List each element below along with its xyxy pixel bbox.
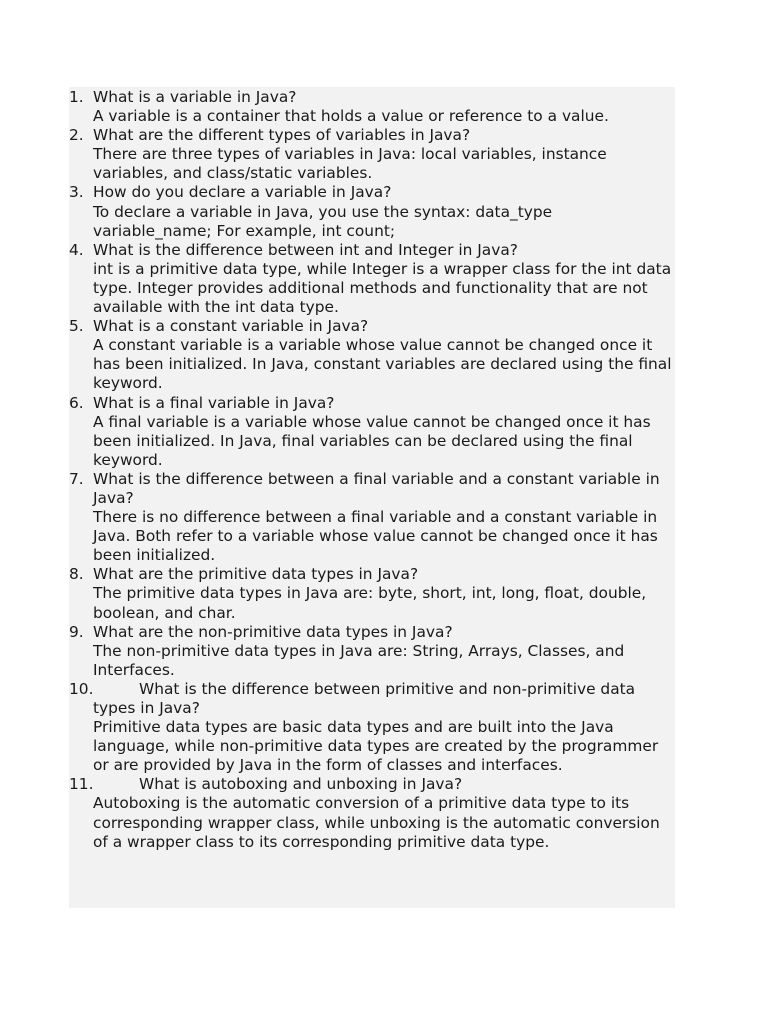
answer-text: There are three types of variables in Java: local variables, instance variables, and class/static variables. (93, 145, 607, 183)
answer-text: Primitive data types are basic data types and are built into the Java language, while non-primitive data types are created by the programmer or are provided by Java in the form of classes and interfaces. (93, 718, 659, 775)
question-text: What are the different types of variables in Java? (93, 126, 471, 145)
question-text: What are the primitive data types in Java? (93, 565, 419, 584)
item-number: 2. (69, 126, 84, 145)
list-item (69, 183, 675, 240)
answer-text: int is a primitive data type, while Integer is a wrapper class for the int data type. Integer provides additional methods and functionality that are not available with the int data type. (93, 259, 672, 317)
answer-text: To declare a variable in Java, you use the syntax: data_type variable_name; For example, int count; (93, 202, 553, 240)
question-text: What is the difference between a final variable and a constant variable in Java? (93, 469, 660, 507)
answer-text: Autoboxing is the automatic conversion of a primitive data type to its corresponding wrapper class, while unboxing is the automatic conversion of a wrapper class to its corresponding primitive data type. (93, 794, 660, 851)
list-item (69, 88, 675, 126)
question-text: What is a final variable in Java? (93, 393, 335, 412)
question-text: What are the non-primitive data types in Java? (93, 622, 453, 641)
item-number: 4. (69, 240, 84, 259)
question-text: What is a constant variable in Java? (93, 317, 369, 336)
list-item (69, 126, 675, 183)
answer-text: There is no difference between a final variable and a constant variable in Java. Both refer to a variable whose value cannot be changed once it has been initialized. (93, 508, 658, 565)
answer-text: A constant variable is a variable whose value cannot be changed once it has been initialized. In Java, constant variables are declared using the final keyword. (93, 336, 672, 393)
item-number: 6. (69, 393, 84, 412)
item-number: 1. (69, 88, 84, 106)
item-number: 10. (69, 679, 94, 698)
question-text: What is the difference between primitive and non-primitive data types in Java? (93, 679, 636, 717)
item-number: 9. (69, 622, 84, 641)
item-number: 11. (69, 775, 94, 794)
list-item (69, 565, 675, 622)
question-text: What is the difference between int and Integer in Java? (93, 240, 518, 259)
item-number: 3. (69, 183, 84, 202)
item-number: 8. (69, 565, 84, 584)
answer-text: The non-primitive data types in Java are: String, Arrays, Classes, and Interfaces. (93, 641, 625, 679)
list-item (69, 623, 675, 680)
answer-text: A variable is a container that holds a value or reference to a value. (93, 107, 609, 126)
list-item (69, 317, 675, 393)
answer-text: The primitive data types in Java are: byte, short, int, long, float, double, boolean, and char. (93, 584, 647, 622)
item-number: 5. (69, 317, 84, 336)
list-item (69, 775, 675, 851)
question-text: What is autoboxing and unboxing in Java? (139, 775, 463, 794)
list-item (69, 680, 675, 775)
list-item (69, 241, 675, 317)
question-text: What is a variable in Java? (93, 88, 297, 106)
list-item (69, 470, 675, 565)
answer-text: A final variable is a variable whose value cannot be changed once it has been initialized. In Java, final variables can be declared using the final keyword. (93, 412, 651, 469)
item-number: 7. (69, 469, 84, 488)
list-item (69, 394, 675, 470)
question-text: How do you declare a variable in Java? (93, 183, 392, 202)
qa-list (69, 88, 675, 852)
